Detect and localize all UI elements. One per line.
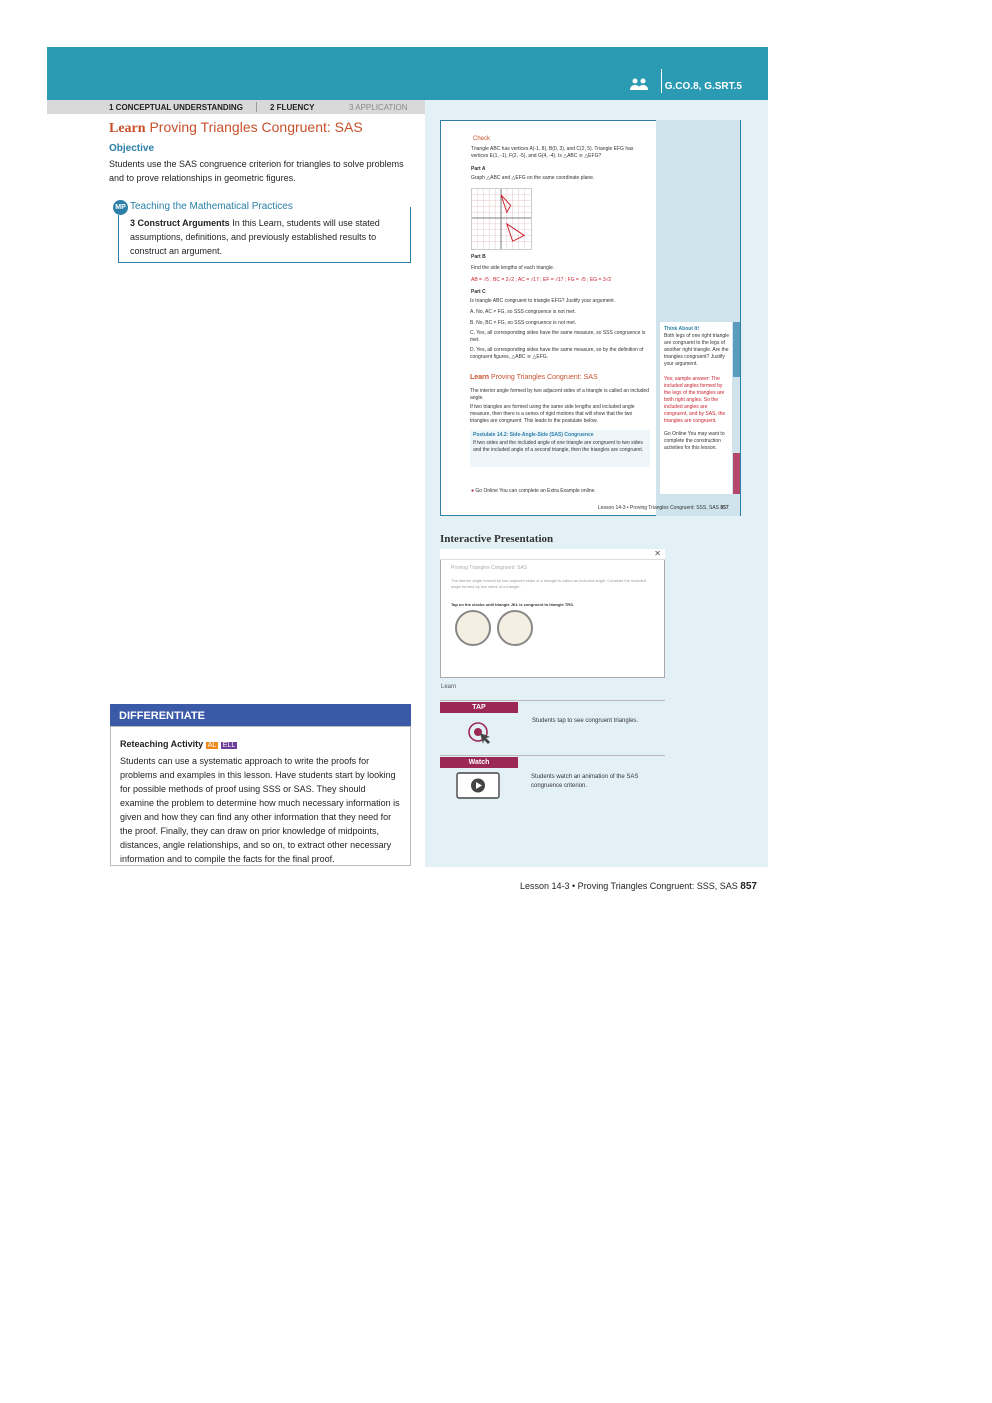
check-text: Triangle ABC has vertices A(-1, 8), B(0, 3), and C(2, 5). Triangle EFG has vertices E(1, -1), F(2, -5), and G(4, -4). Is △ABC ≅ △EFG? xyxy=(471,146,634,159)
page-learn-title xyxy=(470,374,598,381)
part-c-text: Is triangle ABC congruent to triangle EFG? Justify your argument. xyxy=(470,298,616,304)
option-c: C. Yes, all corresponding sides have the same measure, so SSS congruence is met. xyxy=(470,330,646,343)
play-video-icon[interactable] xyxy=(456,772,500,799)
differentiate-box xyxy=(110,726,411,866)
interactive-caption: Learn xyxy=(441,684,457,690)
practices-text xyxy=(130,216,402,258)
watch-text: Students watch an animation of the SAS congruence criterion. xyxy=(531,774,639,789)
option-b: B. No, BC ≠ FG, so SSS congruence is not met. xyxy=(470,320,577,326)
part-c-label: Part C xyxy=(471,289,486,295)
part-b-label: Part B xyxy=(471,254,486,260)
part-a-text: Graph △ABC and △EFG on the same coordinate plane. xyxy=(471,175,595,181)
interactive-titlebar xyxy=(440,549,665,560)
screen-title: Proving Triangles Congruent: SAS xyxy=(451,565,528,571)
part-a-label: Part A xyxy=(471,166,486,172)
think-about-it xyxy=(664,326,730,452)
reteaching-activity-label: Reteaching Activity xyxy=(120,739,204,749)
part-b-values: AB = √5 ; BC = 2√2 ; AC = √17 ; EF = √17 ; FG = √5 ; EG = 3√2 xyxy=(471,277,612,283)
screen-text: The interior angle formed by two adjacent sides of a triangle is called an included angle. Consider the included angle formed by two sides of a triangle. xyxy=(451,578,647,589)
learn-title xyxy=(109,119,363,137)
practices-bold: 3 Construct Arguments xyxy=(130,218,230,228)
postulate-text: If two sides and the included angle of one triangle are congruent to two sides and the included angle of a second triangle, then the triangles are congruent. xyxy=(473,440,644,453)
coordinate-grid xyxy=(471,188,532,250)
tab-application[interactable]: 3 APPLICATION xyxy=(349,103,408,112)
learn-title-text: Proving Triangles Congruent: SAS xyxy=(149,119,363,135)
clock-left-icon[interactable] xyxy=(455,610,491,646)
tap-hand-icon xyxy=(467,721,493,747)
watch-pill: Watch xyxy=(440,757,518,768)
think-text: Both legs of one right triangle are congruent to the legs of another right triangle. Are the triangles congruent? Justify your argument. xyxy=(664,333,730,367)
page-learn-word: Learn xyxy=(470,374,490,381)
page-go-online-text: Go Online You can complete an Extra Example online. xyxy=(475,488,596,494)
tab-conceptual[interactable]: 1 CONCEPTUAL UNDERSTANDING xyxy=(109,103,243,112)
interactive-heading: Interactive Presentation xyxy=(440,533,554,545)
option-d: D. Yes, all corresponding sides have the same measure, so by the definition of congruent figures, △ABC ≅ △EFG. xyxy=(470,347,644,360)
page-number: 857 xyxy=(720,505,729,511)
header-banner xyxy=(47,47,768,100)
footer-page-number: 857 xyxy=(740,881,757,892)
mp-badge-icon: MP xyxy=(113,200,128,215)
lesson-phase-tabs xyxy=(47,100,425,114)
practices-body: In this Learn, students will use stated assumptions, definitions, and previously established results to construct an argument. xyxy=(130,218,380,256)
side-go-online: Go Online You may want to complete the construction activities for this lesson. xyxy=(664,431,725,451)
postulate-heading: Postulate 14.2: Side-Angle-Side (SAS) Congruence xyxy=(473,432,594,438)
tap-rule xyxy=(440,700,665,701)
option-a: A. No, AC ≠ FG, so SSS congruence is not met. xyxy=(470,309,576,315)
think-heading: Think About It! xyxy=(664,326,700,332)
group-icon xyxy=(630,77,648,91)
watch-rule xyxy=(440,755,665,756)
tap-pill: TAP xyxy=(440,702,518,713)
page-learn-p2: If two triangles are formed using the same side lengths and included angle measure, then there is a series of rigid motions that will show that the two triangles are congruent. This leads to the postulate below. xyxy=(470,404,635,424)
practices-heading-text: Teaching the Mathematical Practices xyxy=(130,201,293,212)
tag-ell: ELL xyxy=(222,742,236,749)
objective-heading: Objective xyxy=(109,143,155,154)
page-go-online xyxy=(471,488,651,495)
close-icon[interactable]: ✕ xyxy=(654,549,661,558)
practices-heading xyxy=(113,200,299,215)
think-answer: Yes; sample answer: The included angles formed by the legs of the triangles are both right angles. So the included angles are congruent, and by SAS, the triangles are congruent. xyxy=(664,376,726,424)
tap-text: Students tap to see congruent triangles. xyxy=(532,718,639,724)
tag-al: AL xyxy=(207,742,217,749)
page-footer xyxy=(598,505,729,512)
footer-text: Lesson 14-3 • Proving Triangles Congruent: SSS, SAS xyxy=(520,881,738,891)
clock-right-icon[interactable] xyxy=(497,610,533,646)
banner-divider xyxy=(661,69,662,93)
page-footer-main xyxy=(520,881,757,892)
differentiate-text: Students can use a systematic approach to write the proofs for problems and examples in this lesson. Have students start by looking for possible methods of proof using SSS or SAS. They should examine the problem to determine how much necessary information is given and how they can find any other information that they need for the proof. Finally, they can draw on prior knowledge of midpoints, distances, angle relationships, and so on, to extract other necessary information and to compile the facts for the final proof. xyxy=(120,756,400,864)
differentiate-heading: DIFFERENTIATE xyxy=(110,704,411,726)
sidebar-blue-strip xyxy=(733,322,740,377)
objective-text: Students use the SAS congruence criterion for triangles to solve problems and to prove relationships in geometric figures. xyxy=(109,159,404,183)
page-learn-p1: The interior angle formed by two adjacent sides of a triangle is called an included angle. xyxy=(470,388,649,401)
screen-prompt: Tap on the clocks until triangle JKL is congruent to triangle TRS. xyxy=(451,602,574,607)
tab-divider xyxy=(256,102,257,112)
standards-label: G.CO.8, G.SRT.5 xyxy=(664,81,742,92)
sidebar-pink-strip xyxy=(733,453,740,494)
page-learn-title-text: Proving Triangles Congruent: SAS xyxy=(491,374,598,381)
page-footer-text: Lesson 14-3 • Proving Triangles Congruent: SSS, SAS xyxy=(598,505,719,511)
tab-fluency[interactable]: 2 FLUENCY xyxy=(270,103,315,112)
learn-word: Learn xyxy=(109,121,146,136)
go-online-icon: ● xyxy=(471,488,475,494)
check-heading: Check xyxy=(473,136,491,142)
part-b-text: Find the side lengths of each triangle. xyxy=(471,265,555,271)
